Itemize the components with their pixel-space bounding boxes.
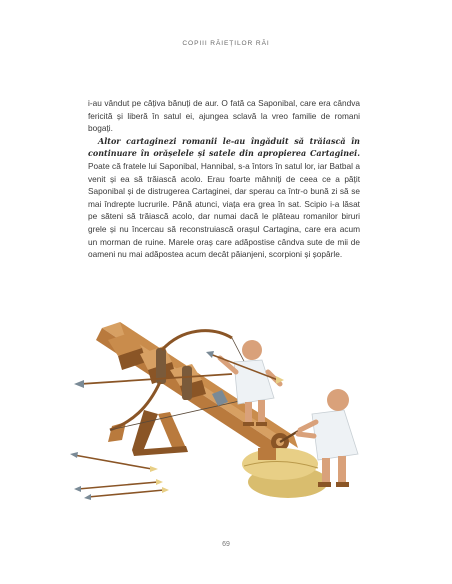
loose-arrows (70, 452, 169, 500)
paragraph-2-rest: Poate că fratele lui Saponibal, Hannibal, s-a întors în satul lor, iar Batbal a venit și ea să trăiască acolo. Erau foarte mâhniți de ceea ce a pățit Saponibal și de distrugerea Cartaginei, dar sperau ca într-o bună zi să se mai îndrepte lucrurile. Până atunci, viața era grea în sat. Scipio i-a lăsat pe săteni să trăiască acolo, dar numai dacă le plăteau romanilor biruri grele și nu încercau să reconstruiască orașul Cartagina, care era acum un morman de ruine. Marele oraș care adăpostise cândva sute de mii de oameni nu mai adăpostea acum decât păianjeni, scorpioni și șopârle. (88, 160, 360, 260)
paragraph-2 (88, 135, 360, 261)
running-header: COPIII RĂIEȚILOR RĂI (182, 40, 270, 47)
paragraph-2-lead: Altor cartaginezi romanii le-au îngăduit să trăiască în continuare în orășelele și satele din apropierea Cartaginei. (88, 135, 360, 159)
ballista-illustration (62, 318, 374, 504)
sacks (242, 448, 328, 498)
paragraph-1: i-au vândut pe câțiva bănuți de aur. O fată ca Saponibal, care era cândva fericită și liberă în satul ei, ajungea sclavă la vreo familie de romani bogați. (88, 98, 360, 134)
page-number: 69 (222, 541, 230, 548)
body-text (88, 97, 360, 261)
